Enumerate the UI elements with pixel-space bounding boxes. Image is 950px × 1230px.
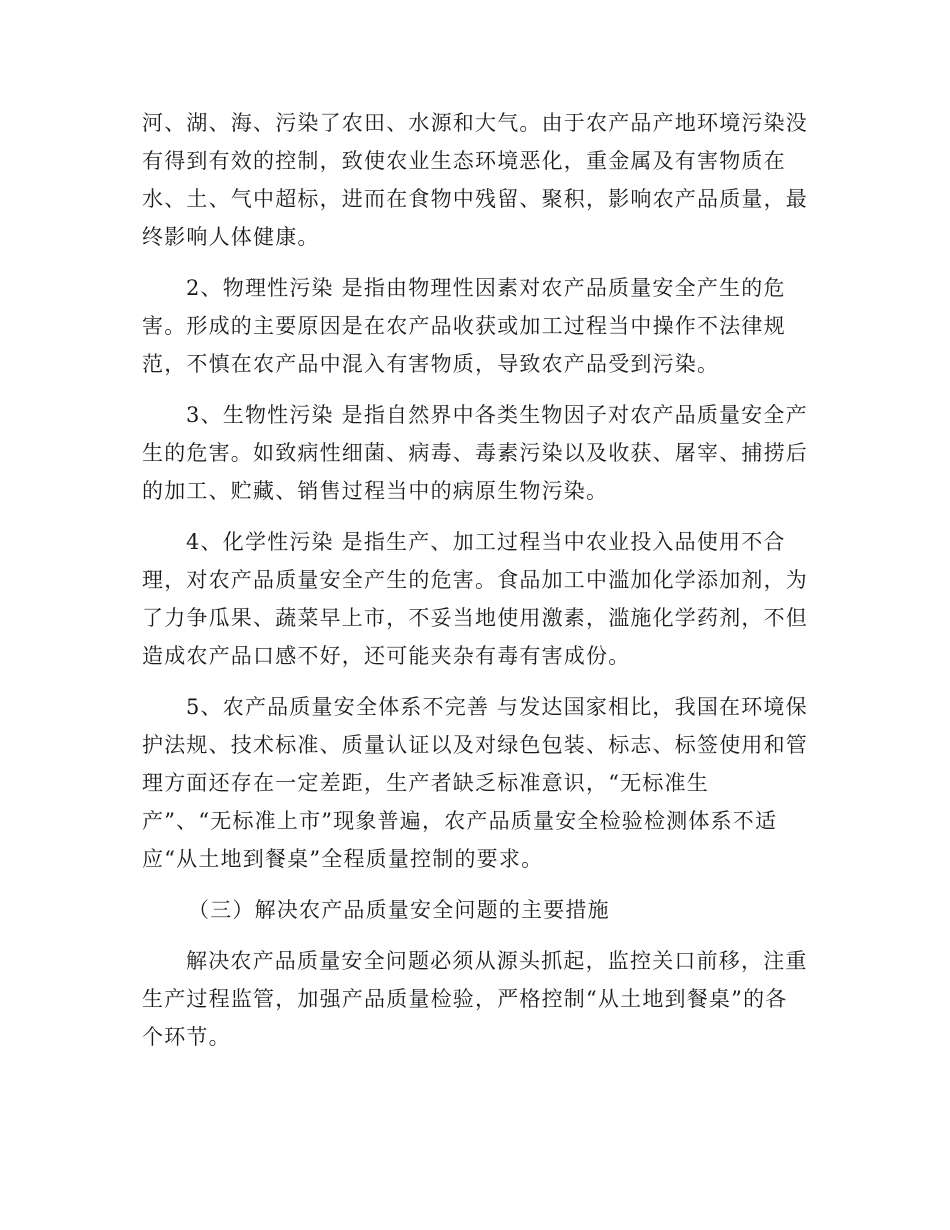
- paragraph-continuation: [142, 104, 808, 256]
- text-line: 2、物理性污染 是指由物理性因素对农产品质量安全产生的危: [186, 276, 786, 300]
- text-line: 解决农产品质量安全问题必须从源头抓起，监控关口前移，注重: [186, 949, 808, 973]
- text-line: 生的危害。如致病性细菌、病毒、毒素污染以及收获、屠宰、捕捞后: [142, 441, 808, 465]
- text-line: 应“从土地到餐桌”全程质量控制的要求。: [142, 847, 544, 871]
- section-heading-text: （三）解决农产品质量安全问题的主要措施: [188, 898, 610, 922]
- text-line: 理方面还存在一定差距，生产者缺乏标准意识，“无标准生: [142, 771, 709, 795]
- text-line: 害。形成的主要原因是在农产品收获或加工过程当中操作不法律规: [142, 314, 786, 338]
- section-heading: [142, 891, 794, 929]
- text-line: 范，不慎在农产品中混入有害物质，导致农产品受到污染。: [142, 352, 720, 376]
- text-line: 产”、“无标准上市”现象普遍，农产品质量安全检验检测体系不适: [142, 809, 778, 833]
- paragraph-chemical-pollution: [142, 523, 808, 675]
- text-line: 水、土、气中超标，进而在食物中残留、聚积，影响农产品质量，最: [142, 187, 808, 211]
- text-line: 造成农产品口感不好，还可能夹杂有毒有害成份。: [142, 644, 631, 668]
- paragraph-biological-pollution: [142, 396, 808, 510]
- text-line: 河、湖、海、污染了农田、水源和大气。由于农产品产地环境污染没: [142, 111, 808, 135]
- text-line: 了力争瓜果、蔬菜早上市，不妥当地使用激素，滥施化学药剂，不但: [142, 606, 808, 630]
- paragraph-closing: [142, 942, 808, 1056]
- text-line: 的加工、贮藏、销售过程当中的病原生物污染。: [142, 479, 609, 503]
- text-line: 终影响人体健康。: [142, 225, 320, 249]
- text-line: 理，对农产品质量安全产生的危害。食品加工中滥加化学添加剂，为: [142, 568, 808, 592]
- text-line: 有得到有效的控制，致使农业生态环境恶化，重金属及有害物质在: [142, 149, 786, 173]
- text-line: 护法规、技术标准、质量认证以及对绿色包装、标志、标签使用和管: [142, 733, 808, 757]
- text-line: 生产过程监管，加强产品质量检验，严格控制“从土地到餐桌”的各: [142, 987, 788, 1011]
- document-page: [142, 104, 808, 1069]
- text-line: 5、农产品质量安全体系不完善 与发达国家相比，我国在环境保: [186, 695, 808, 719]
- paragraph-system-incomplete: [142, 688, 808, 878]
- paragraph-physical-pollution: [142, 269, 794, 383]
- text-line: 3、生物性污染 是指自然界中各类生物因子对农产品质量安全产: [186, 403, 808, 427]
- text-line: 个环节。: [142, 1025, 231, 1049]
- text-line: 4、化学性污染 是指生产、加工过程当中农业投入品使用不合: [186, 530, 786, 554]
